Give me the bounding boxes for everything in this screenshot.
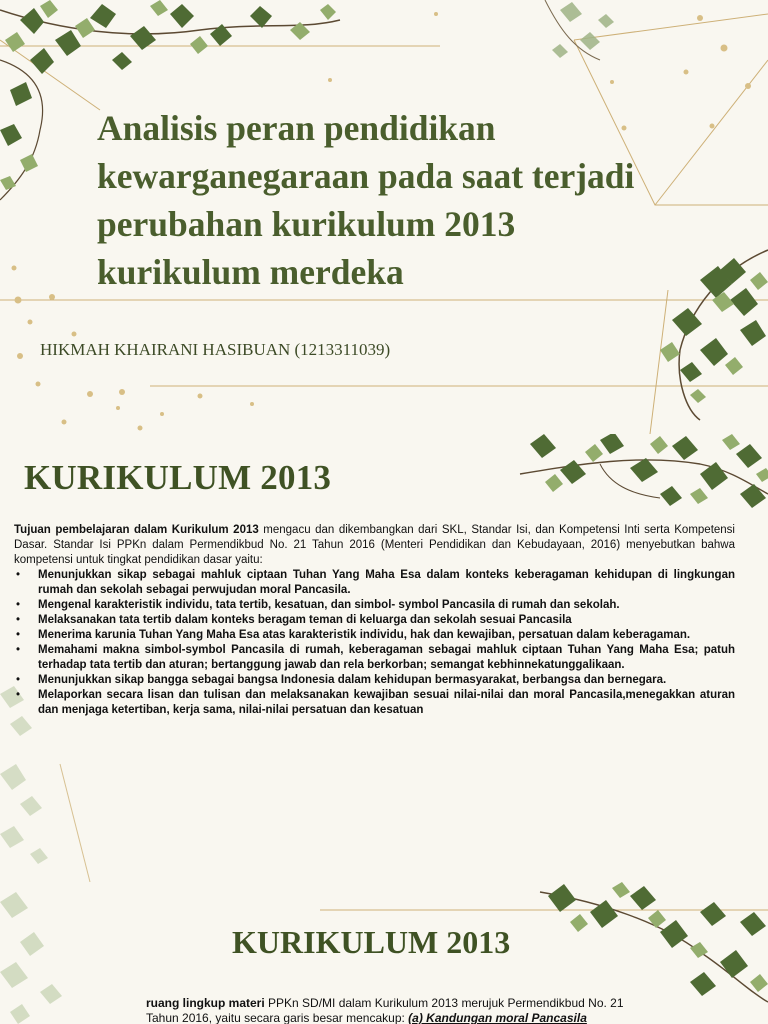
section-heading: KURIKULUM 2013 — [232, 924, 511, 960]
intro-bold: Tujuan pembelajaran dalam Kurikulum 2013 — [14, 524, 259, 536]
author-name: HIKMAH KHAIRANI HASIBUAN (1213311039) — [40, 340, 391, 359]
curriculum-text — [14, 523, 735, 718]
intro-text: mengacu dan dikembangkan dari SKL, Standar Isi, dan Kompetensi Inti serta Kompetensi Dasar. Standar Isi PPKn dalam Permendikbud No. 21 Tahun 2016 (Menteri Pendidikan dan Kebudayaan, 2016) menyebutkan bahwa kompetensi untuk tingkat pendidikan dasar yaitu: — [14, 524, 735, 566]
section-heading: KURIKULUM 2013 — [24, 458, 332, 497]
curriculum-scope-slide — [0, 882, 768, 1024]
curriculum-objectives-slide — [0, 434, 768, 882]
scope-emphasis: (a) Kandungan moral Pancasila — [408, 1011, 587, 1024]
title-slide — [0, 0, 768, 434]
list-item: • Mengenal karakteristik individu, tata tertib, kesatuan, dan simbol- symbol Pancasila di rumah dan sekolah. — [14, 598, 735, 613]
scope-paragraph — [146, 996, 626, 1024]
scope-bold: ruang lingkup materi — [146, 996, 265, 1010]
list-item: • Memahami makna simbol-symbol Pancasila di rumah, keberagaman sebagai mahluk ciptaan Tuhan Yang Maha Esa; patuh terhadap tata tertib dan aturan; bertanggung jawab dan rela berkorban; semangat kebhinnekatunggalikaan. — [14, 643, 735, 673]
list-item: • Menerima karunia Tuhan Yang Maha Esa atas karakteristik individu, hak dan kewajiban, persatuan dalam keberagaman. — [14, 628, 735, 643]
list-item: • Menunjukkan sikap sebagai mahluk ciptaan Tuhan Yang Maha Esa dalam konteks keberagaman kehidupan di lingkungan rumah dan sekolah sebagai perwujudan moral Pancasila. — [14, 568, 735, 598]
intro-paragraph — [14, 523, 735, 568]
list-item: • Melaporkan secara lisan dan tulisan dan melaksanakan kewajiban sesuai nilai-nilai dan moral Pancasila,menegakkan aturan dan menjaga ketertiban, kerja sama, nilai-nilai persatuan dan kesatuan — [14, 688, 735, 718]
scope-text: PPKn SD/MI dalam Kurikulum 2013 merujuk Permendikbud No. 21 Tahun 2016, yaitu secara garis besar mencakup: — [146, 996, 624, 1024]
presentation-title: Analisis peran pendidikan kewarganegaraan pada saat terjadi perubahan kurikulum 2013 kurikulum merdeka — [97, 108, 635, 292]
competency-list — [14, 568, 735, 718]
list-item: • Melaksanakan tata tertib dalam konteks beragam teman di keluarga dan sekolah sesuai Pancasila — [14, 613, 735, 628]
list-item: • Menunjukkan sikap bangga sebagai bangsa Indonesia dalam kehidupan bermasyarakat, berbangsa dan bernegara. — [14, 673, 735, 688]
